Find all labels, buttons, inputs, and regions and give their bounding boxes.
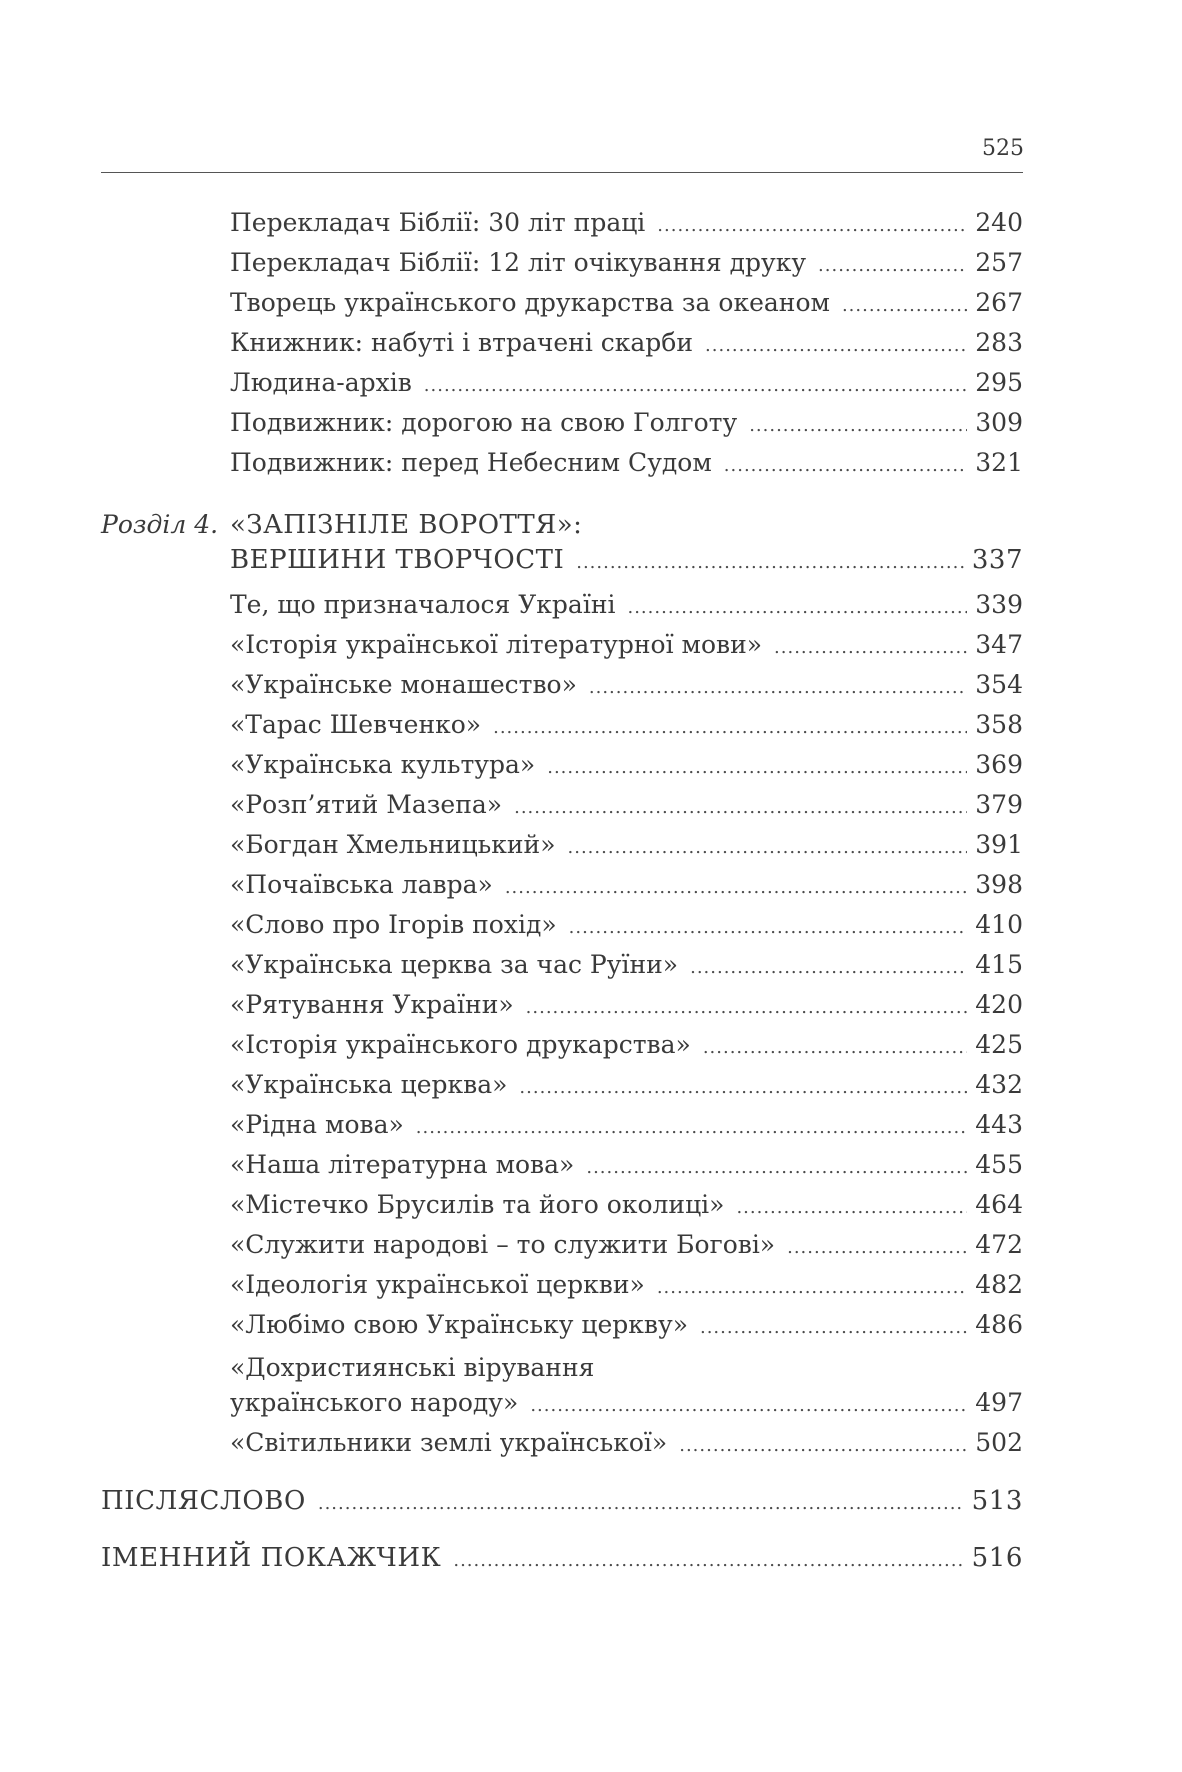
dot-leader bbox=[736, 1193, 967, 1223]
toc-entry bbox=[230, 590, 1023, 623]
toc-entry bbox=[230, 1150, 1023, 1183]
toc-entry-title: «Богдан Хмельницький» bbox=[230, 830, 556, 859]
toc-entry-title: «Наша літературна мова» bbox=[230, 1150, 575, 1179]
dot-leader bbox=[547, 753, 967, 783]
toc-entry-title: ІМЕННИЙ ПОКАЖЧИК bbox=[101, 1543, 442, 1573]
toc-entry-title: «Служити народові – то служити Богові» bbox=[230, 1230, 776, 1259]
dot-leader bbox=[774, 633, 967, 663]
section-label: Розділ 4. bbox=[101, 510, 219, 539]
toc-entry-page: 267 bbox=[975, 288, 1023, 317]
dot-leader bbox=[514, 793, 967, 823]
header-rule bbox=[101, 172, 1023, 173]
dot-leader bbox=[657, 211, 967, 241]
toc-entry-page: 513 bbox=[971, 1486, 1023, 1516]
toc-entry-title: ПІСЛЯСЛОВО bbox=[101, 1486, 306, 1516]
section-page: 337 bbox=[971, 545, 1023, 575]
toc-entry-title: «Українська церква» bbox=[230, 1070, 508, 1099]
toc-entry-title: Те, що призначалося Україні bbox=[230, 590, 616, 619]
toc-entry-page: 369 bbox=[975, 750, 1023, 779]
toc-entry bbox=[230, 830, 1023, 863]
toc-entry-page: 309 bbox=[975, 408, 1023, 437]
toc-entry bbox=[230, 870, 1023, 903]
toc-entry-title: «Містечко Брусилів та його околиці» bbox=[230, 1190, 725, 1219]
toc-entry bbox=[230, 208, 1023, 241]
toc-entry-page: 354 bbox=[975, 670, 1023, 699]
toc-entry-page: 464 bbox=[975, 1190, 1023, 1219]
dot-leader bbox=[818, 251, 967, 281]
toc-entry-title: «Рятування України» bbox=[230, 990, 514, 1019]
toc-entry bbox=[230, 288, 1023, 321]
toc-entry-page: 358 bbox=[975, 710, 1023, 739]
toc-entry-title: Творець українського друкарства за океаном bbox=[230, 288, 830, 317]
dot-leader bbox=[530, 1391, 967, 1421]
toc-entry-page: 420 bbox=[975, 990, 1023, 1019]
toc-entry-page: 240 bbox=[975, 208, 1023, 237]
toc-entry bbox=[230, 790, 1023, 823]
toc-entry bbox=[230, 910, 1023, 943]
toc-entry-title: Перекладач Біблії: 12 літ очікування друку bbox=[230, 248, 807, 277]
toc-entry-title: «Слово про Ігорів похід» bbox=[230, 910, 557, 939]
toc-entry-page: 295 bbox=[975, 368, 1023, 397]
dot-leader bbox=[657, 1273, 967, 1303]
dot-leader bbox=[842, 291, 967, 321]
dot-leader bbox=[519, 1073, 967, 1103]
dot-leader bbox=[568, 833, 968, 863]
toc-entry-page: 432 bbox=[975, 1070, 1023, 1099]
dot-leader bbox=[569, 913, 968, 943]
toc-entry-title: «Тарас Шевченко» bbox=[230, 710, 482, 739]
dot-leader bbox=[416, 1113, 967, 1143]
toc-entry-page: 443 bbox=[975, 1110, 1023, 1139]
toc-entry bbox=[230, 1110, 1023, 1143]
toc-entry-page: 379 bbox=[975, 790, 1023, 819]
toc-entry bbox=[230, 448, 1023, 481]
dot-leader bbox=[749, 411, 967, 441]
dot-leader bbox=[705, 331, 967, 361]
toc-entry-title: «Українська культура» bbox=[230, 750, 536, 779]
dot-leader bbox=[787, 1233, 967, 1263]
toc-entry-title: «Історія української літературної мови» bbox=[230, 630, 763, 659]
toc-entry-page: 257 bbox=[975, 248, 1023, 277]
toc-top-entry-index bbox=[101, 1543, 1023, 1576]
toc-entry-title: «Українська церква за час Руїни» bbox=[230, 950, 679, 979]
toc-entry-title: українського народу» bbox=[230, 1388, 519, 1417]
toc-entry-title: «Любімо свою Українську церкву» bbox=[230, 1310, 688, 1339]
toc-entry-page: 497 bbox=[975, 1388, 1023, 1417]
toc-entry bbox=[230, 248, 1023, 281]
toc-entry-page: 482 bbox=[975, 1270, 1023, 1299]
toc-entry-page: 415 bbox=[975, 950, 1023, 979]
toc-entry-page: 516 bbox=[971, 1543, 1023, 1573]
dot-leader bbox=[424, 371, 968, 401]
toc-entry-page: 339 bbox=[975, 590, 1023, 619]
toc-entry-title: «Українське монашество» bbox=[230, 670, 577, 699]
toc-entry bbox=[230, 630, 1023, 663]
toc-entry bbox=[230, 368, 1023, 401]
toc-entry bbox=[230, 1310, 1023, 1343]
toc-entry-page: 455 bbox=[975, 1150, 1023, 1179]
toc-entry-title: «Почаївська лавра» bbox=[230, 870, 493, 899]
toc-entry-title: «Історія українського друкарства» bbox=[230, 1030, 691, 1059]
dot-leader bbox=[526, 993, 968, 1023]
toc-entry-page: 398 bbox=[975, 870, 1023, 899]
toc-entry-line1: «Дохристиянські вірування bbox=[230, 1353, 595, 1382]
dot-leader bbox=[627, 593, 967, 623]
dot-leader bbox=[586, 1153, 967, 1183]
toc-entry bbox=[230, 750, 1023, 783]
toc-entry bbox=[230, 1070, 1023, 1103]
dot-leader bbox=[493, 713, 967, 743]
toc-entry-page: 472 bbox=[975, 1230, 1023, 1259]
dot-leader bbox=[318, 1489, 964, 1519]
toc-entry-title: Подвижник: перед Небесним Судом bbox=[230, 448, 712, 477]
dot-leader bbox=[505, 873, 967, 903]
toc-entry bbox=[230, 990, 1023, 1023]
toc-entry bbox=[230, 1428, 1023, 1461]
toc-entry-page: 391 bbox=[975, 830, 1023, 859]
toc-entry bbox=[230, 710, 1023, 743]
dot-leader bbox=[703, 1033, 967, 1063]
toc-entry bbox=[230, 1230, 1023, 1263]
toc-entry-title: Книжник: набуті і втрачені скарби bbox=[230, 328, 694, 357]
toc-entry bbox=[230, 1030, 1023, 1063]
page-number: 525 bbox=[982, 136, 1024, 161]
toc-top-entry-afterword bbox=[101, 1486, 1023, 1519]
toc-entry bbox=[230, 1190, 1023, 1223]
toc-entry-page: 410 bbox=[975, 910, 1023, 939]
toc-entry bbox=[230, 408, 1023, 441]
toc-entry-page: 321 bbox=[975, 448, 1023, 477]
toc-entry-page: 347 bbox=[975, 630, 1023, 659]
dot-leader bbox=[700, 1313, 967, 1343]
dot-leader bbox=[690, 953, 967, 983]
toc-entry-page: 502 bbox=[975, 1428, 1023, 1457]
section-title-line2 bbox=[230, 545, 1023, 578]
toc-entry bbox=[230, 670, 1023, 703]
dot-leader bbox=[679, 1431, 967, 1461]
section-title-text: ВЕРШИНИ ТВОРЧОСТІ bbox=[230, 545, 565, 575]
toc-entry-page: 425 bbox=[975, 1030, 1023, 1059]
dot-leader bbox=[453, 1546, 963, 1576]
toc-entry-title: «Рідна мова» bbox=[230, 1110, 404, 1139]
toc-entry-title: Людина-архів bbox=[230, 368, 412, 397]
section-title-line1: «ЗАПІЗНІЛЕ ВОРОТТЯ»: bbox=[230, 510, 583, 540]
toc-entry bbox=[230, 1388, 1023, 1421]
toc-entry bbox=[230, 1270, 1023, 1303]
toc-entry bbox=[230, 328, 1023, 361]
dot-leader bbox=[576, 548, 964, 578]
dot-leader bbox=[724, 451, 967, 481]
toc-entry-title: «Світильники землі української» bbox=[230, 1428, 668, 1457]
dot-leader bbox=[589, 673, 967, 703]
toc-entry bbox=[230, 950, 1023, 983]
toc-entry-title: «Ідеологія української церкви» bbox=[230, 1270, 645, 1299]
toc-entry-page: 283 bbox=[975, 328, 1023, 357]
toc-entry-title: Перекладач Біблії: 30 літ праці bbox=[230, 208, 646, 237]
toc-entry-page: 486 bbox=[975, 1310, 1023, 1339]
toc-entry-title: «Розп’ятий Мазепа» bbox=[230, 790, 503, 819]
toc-entry-title: Подвижник: дорогою на свою Голготу bbox=[230, 408, 738, 437]
